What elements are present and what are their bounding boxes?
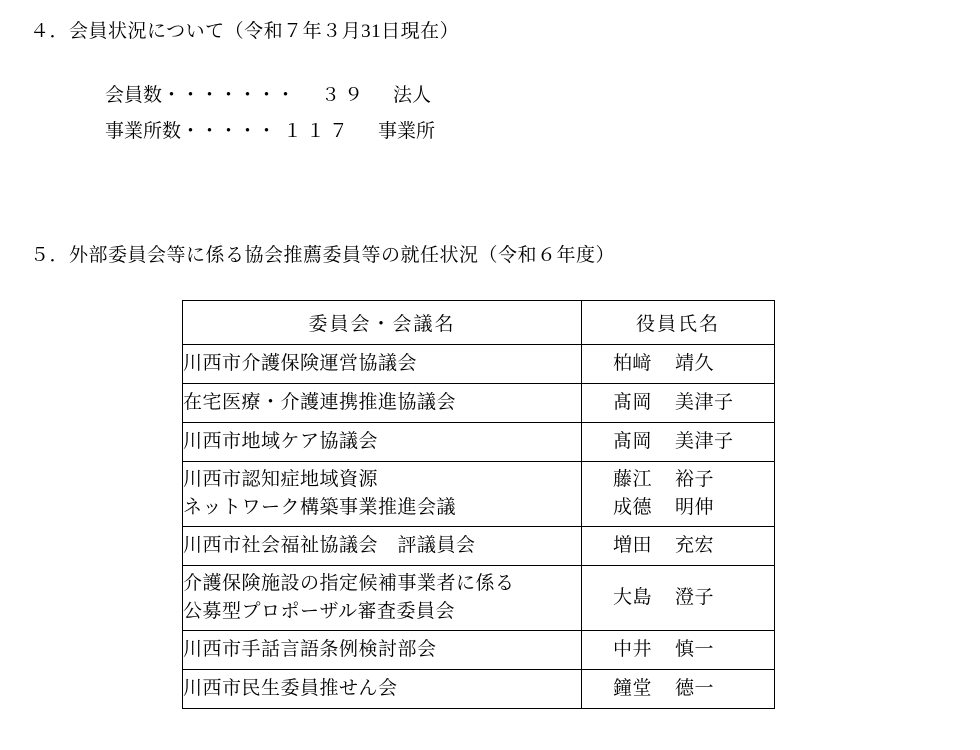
cell-officer-name <box>582 462 775 527</box>
table-row <box>183 566 775 631</box>
officer-surname: 柏﨑 <box>613 353 653 375</box>
officer-given-name: 德一 <box>675 678 715 700</box>
cell-committee-name <box>183 423 582 462</box>
officer-surname: 髙岡 <box>613 431 653 453</box>
stat-row-offices <box>105 116 435 143</box>
cell-committee-name <box>183 462 582 527</box>
cell-officer-name <box>582 527 775 566</box>
officer-given-name: 靖久 <box>675 353 715 375</box>
officer-surname: 増田 <box>613 535 653 557</box>
officer-name-line <box>582 466 774 494</box>
officer-name-line <box>582 532 774 560</box>
cell-officer-name <box>582 566 775 631</box>
stat-value-members: ３９ <box>321 85 368 106</box>
officer-surname: 大島 <box>613 587 653 609</box>
stat-unit-offices: 事業所 <box>378 121 436 142</box>
committee-name-line: 公募型プロポーザル審査委員会 <box>183 601 456 622</box>
table-row <box>183 670 775 709</box>
officer-name-line <box>582 636 774 664</box>
officer-given-name: 美津子 <box>675 392 734 414</box>
cell-officer-name <box>582 631 775 670</box>
table-row <box>183 345 775 384</box>
section-4-heading: ４．会員状況について（令和７年３月31日現在） <box>30 21 460 42</box>
officer-given-name: 充宏 <box>675 535 715 557</box>
table-header-row <box>183 301 775 345</box>
cell-committee-name <box>183 566 582 631</box>
committee-name-line: 在宅医療・介護連携推進協議会 <box>183 392 457 414</box>
officer-name-line <box>582 494 774 522</box>
table-body <box>183 345 775 709</box>
cell-committee-name <box>183 670 582 709</box>
stat-label-offices: 事業所数・・・・・ <box>105 121 277 142</box>
cell-officer-name <box>582 345 775 384</box>
committee-name-line: 川西市社会福祉協議会 評議員会 <box>183 535 476 557</box>
column-header-officer-name: 役員氏名 <box>582 301 775 345</box>
officer-name-line <box>582 584 774 612</box>
section-5-heading: ５．外部委員会等に係る協会推薦委員等の就任状況（令和６年度） <box>30 245 616 266</box>
committee-name-line: 川西市認知症地域資源 <box>183 469 379 491</box>
officer-name-line <box>582 389 774 417</box>
column-header-committee: 委員会・会議名 <box>183 301 582 345</box>
cell-officer-name <box>582 384 775 423</box>
committee-table <box>182 300 775 709</box>
table-row <box>183 384 775 423</box>
officer-name-line <box>582 428 774 456</box>
committee-name-line: 介護保険施設の指定候補事業者に係る <box>183 573 515 595</box>
table-row <box>183 527 775 566</box>
officer-surname: 中井 <box>613 639 653 661</box>
officer-name-line <box>582 350 774 378</box>
cell-committee-name <box>183 631 582 670</box>
officer-surname: 鐘堂 <box>613 678 653 700</box>
member-statistics-block <box>105 80 435 152</box>
committee-name-line: 川西市民生委員推せん会 <box>183 678 398 700</box>
officer-given-name: 慎一 <box>675 639 715 661</box>
committee-name-line: ネットワーク構築事業推進会議 <box>183 497 457 518</box>
stat-unit-members: 法人 <box>393 85 432 106</box>
cell-committee-name <box>183 527 582 566</box>
cell-committee-name <box>183 384 582 423</box>
officer-surname: 髙岡 <box>613 392 653 414</box>
cell-officer-name <box>582 670 775 709</box>
table-row <box>183 423 775 462</box>
cell-committee-name <box>183 345 582 384</box>
officer-given-name: 美津子 <box>675 431 734 453</box>
committee-name-line: 川西市介護保険運営協議会 <box>183 353 418 375</box>
officer-surname: 成德 <box>613 497 653 518</box>
officer-surname: 藤江 <box>613 469 653 491</box>
table-row <box>183 631 775 670</box>
committee-name-line: 川西市手話言語条例検討部会 <box>183 639 437 661</box>
stat-label-members: 会員数・・・・・・・ <box>105 85 296 106</box>
officer-given-name: 裕子 <box>675 469 715 491</box>
officer-given-name: 明伸 <box>675 497 715 518</box>
cell-officer-name <box>582 423 775 462</box>
table-row <box>183 462 775 527</box>
officer-name-line <box>582 675 774 703</box>
stat-row-members <box>105 80 435 107</box>
committee-name-line: 川西市地域ケア協議会 <box>183 431 379 453</box>
officer-given-name: 澄子 <box>675 587 715 609</box>
stat-value-offices: １１７ <box>282 121 352 142</box>
